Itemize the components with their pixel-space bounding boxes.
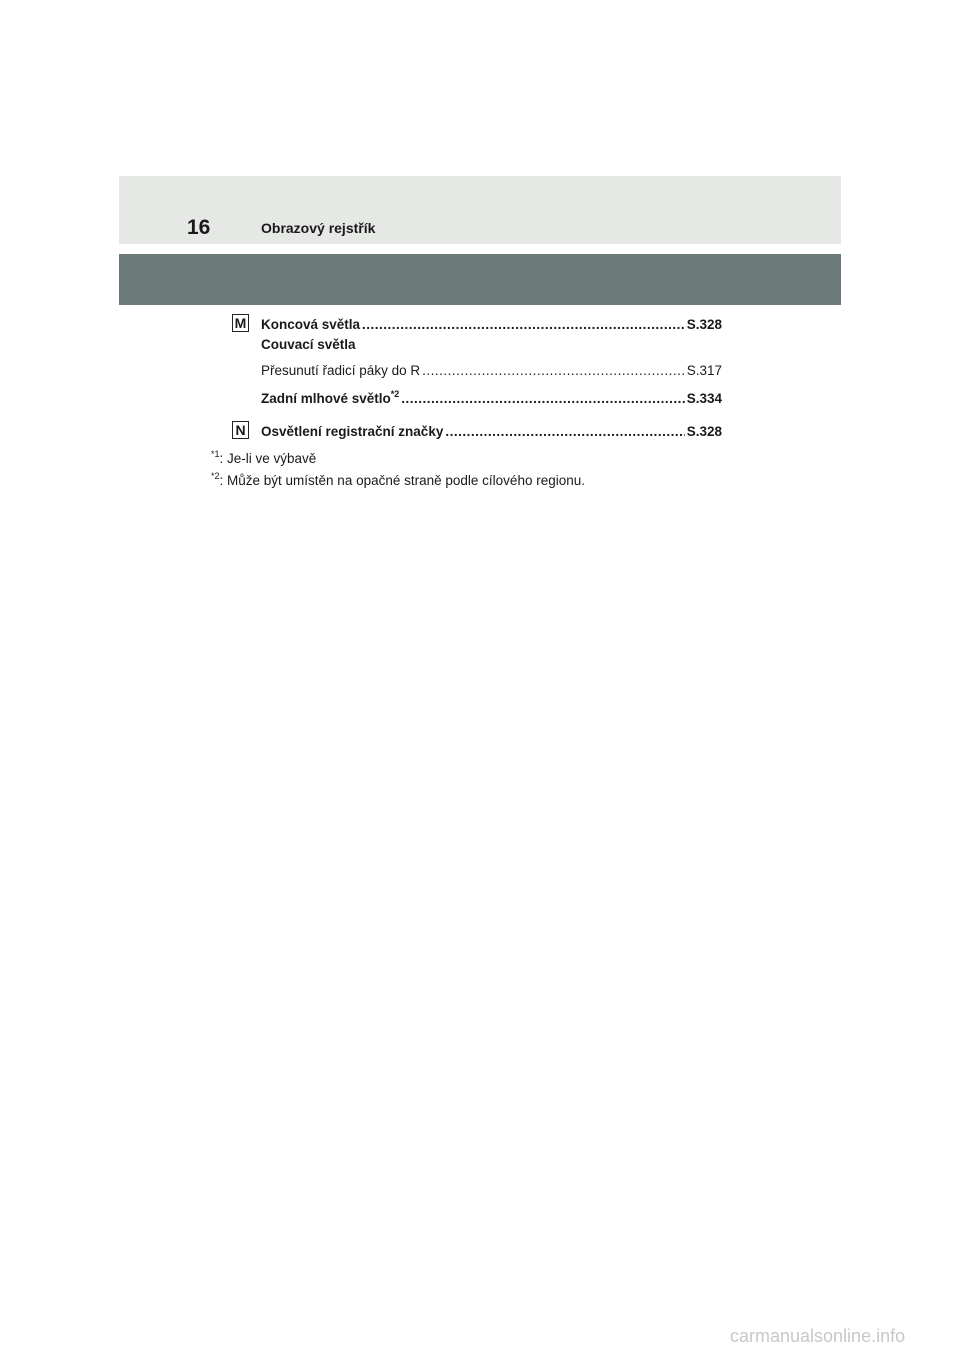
leader-dots — [422, 362, 685, 380]
section-banner — [119, 254, 841, 305]
footnote-marker: *2 — [390, 389, 400, 399]
watermark: carmanualsonline.info — [730, 1326, 906, 1346]
entry-label: Osvětlení registrační značky — [261, 424, 444, 439]
footnote-text: : Může být umístěn na opačné straně podle cílového regionu. — [219, 473, 585, 488]
page-number: 16 — [187, 216, 211, 239]
entry-label: Přesunutí řadicí páky do R — [261, 363, 421, 378]
footnote-2 — [211, 472, 585, 490]
index-letter-m: M — [232, 314, 249, 332]
leader-dots — [401, 390, 684, 408]
page-reference[interactable]: S.328 — [686, 317, 722, 332]
section-title: Obrazový rejstřík — [261, 220, 376, 236]
index-letter-n: N — [232, 421, 249, 439]
page-reference[interactable]: S.317 — [686, 363, 722, 378]
index-entry-zadni-mlhove-svetlo[interactable] — [261, 390, 722, 408]
footnote-mark: *1 — [211, 449, 220, 459]
index-entry-koncova-svetla[interactable] — [261, 316, 722, 334]
footnote-1 — [211, 450, 316, 468]
index-entry-osvetleni-registracni-znacky[interactable] — [261, 423, 722, 441]
page-reference[interactable]: S.334 — [686, 391, 722, 406]
page-reference[interactable]: S.328 — [686, 424, 722, 439]
leader-dots — [445, 423, 684, 441]
footnote-mark: *2 — [211, 471, 220, 481]
leader-dots — [362, 316, 685, 334]
index-entry-presunuti-radici-paky[interactable] — [261, 362, 722, 380]
entry-label: Koncová světla — [261, 317, 361, 332]
header-band — [119, 176, 841, 244]
footnote-text: : Je-li ve výbavě — [219, 451, 317, 466]
entry-label-text: Zadní mlhové světlo — [261, 391, 391, 406]
index-heading-couvaci-svetla: Couvací světla — [261, 337, 356, 352]
entry-label — [261, 390, 399, 408]
